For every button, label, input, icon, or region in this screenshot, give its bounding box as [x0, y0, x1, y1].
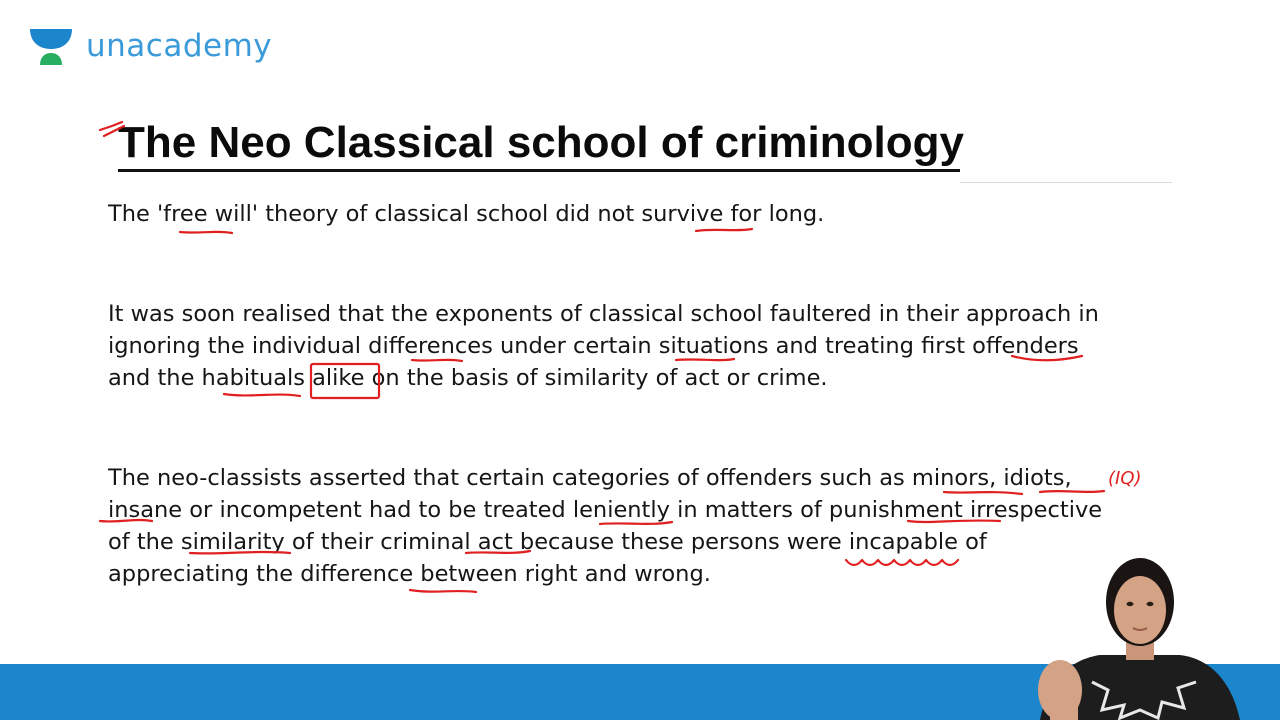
unacademy-logo	[28, 24, 272, 68]
paragraph-line: The neo-classists asserted that certain categories of offenders such as minors, idiots,	[108, 465, 1072, 491]
underline-between	[410, 590, 476, 592]
underline-free-will	[180, 232, 232, 233]
paragraph-neo-classists	[108, 462, 1102, 590]
paragraph-line: of the similarity of their criminal act because these persons were incapable of	[108, 529, 987, 555]
paragraph-line: ignoring the individual differences under certain situations and treating first offenders	[108, 333, 1079, 359]
title-underline	[118, 169, 960, 172]
paragraph-line: The 'free will' theory of classical school did not survive for long.	[108, 201, 825, 227]
paragraph-free-will	[108, 198, 824, 230]
slide-title: The Neo Classical school of criminology	[118, 118, 964, 167]
underline-habituals	[224, 394, 300, 396]
paragraph-exponents	[108, 298, 1099, 394]
title-divider	[960, 182, 1172, 183]
paragraph-line: It was soon realised that the exponents of classical school faultered in their approach in	[108, 301, 1099, 327]
handwritten-note-iq: (IQ)	[1108, 468, 1142, 489]
brand-name: unacademy	[86, 28, 273, 64]
unacademy-logo-icon	[28, 25, 74, 67]
paragraph-line: insane or incompetent had to be treated leniently in matters of punishment irrespective	[108, 497, 1103, 523]
presenter-video	[1000, 540, 1280, 720]
paragraph-line: and the habituals alike on the basis of similarity of act or crime.	[108, 365, 828, 391]
paragraph-line: appreciating the difference between right and wrong.	[108, 561, 711, 587]
